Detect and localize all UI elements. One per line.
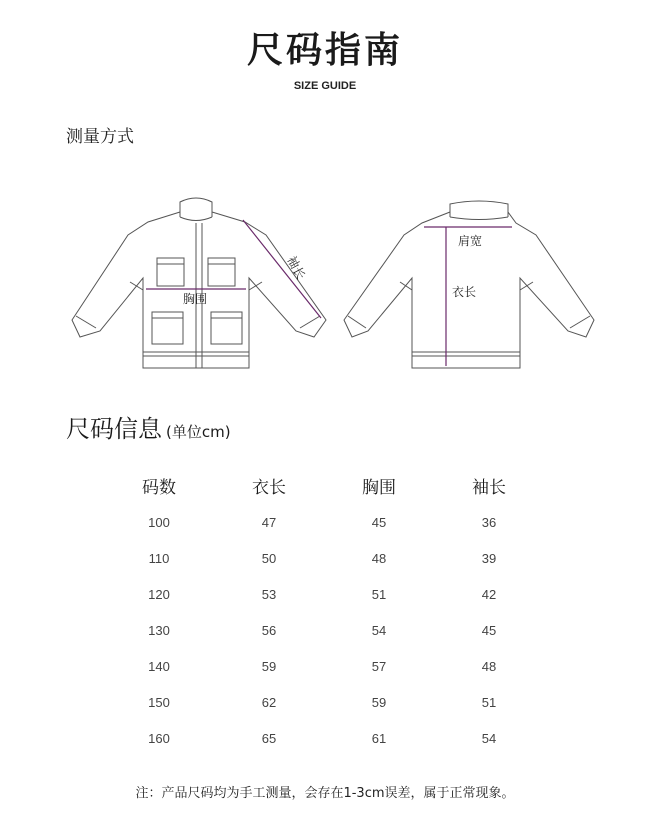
jacket-front-diagram [72,198,326,368]
cell-size: 150 [148,694,170,710]
table-row [104,648,544,684]
cell-chest: 45 [371,514,387,530]
cell-sleeve: 36 [481,514,497,530]
cell-length: 47 [261,514,277,530]
cell-size: 120 [148,586,170,602]
cell-sleeve: 54 [481,730,497,746]
cell-chest: 61 [371,730,387,746]
table-row [104,720,544,756]
size-info-title: 尺码信息 [66,415,162,443]
page-subtitle: SIZE GUIDE [293,80,357,92]
cell-chest: 54 [371,622,387,638]
cell-sleeve: 51 [481,694,497,710]
cell-length: 53 [261,586,277,602]
size-info-heading [66,409,231,444]
cell-sleeve: 48 [481,658,497,674]
header-chest: 胸围 [362,477,396,498]
size-table [104,466,544,756]
header-length: 衣长 [252,477,286,498]
cell-sleeve: 39 [481,550,497,566]
cell-size: 140 [148,658,170,674]
header-size: 码数 [142,477,176,498]
table-row [104,612,544,648]
cell-chest: 59 [371,694,387,710]
header-sleeve: 袖长 [472,477,506,498]
table-row [104,576,544,612]
cell-chest: 51 [371,586,387,602]
cell-sleeve: 42 [481,586,497,602]
table-row [104,540,544,576]
footnote: 注：产品尺码均为手工测量，会存在1-3cm误差，属于正常现象。 [135,786,515,801]
table-row [104,684,544,720]
cell-size: 160 [148,730,170,746]
page-title: 尺码指南 [246,30,403,71]
shoulder-label: 肩宽 [458,234,483,248]
sleeve-label: 袖长 [284,253,308,282]
cell-chest: 48 [371,550,387,566]
cell-sleeve: 45 [481,622,497,638]
cell-chest: 57 [371,658,387,674]
cell-length: 65 [261,730,277,746]
size-info-unit: (单位cm) [166,423,231,441]
cell-length: 62 [261,694,277,710]
chest-label: 胸围 [183,292,208,306]
size-table-header [104,466,544,504]
cell-size: 100 [148,514,170,530]
jacket-diagrams [0,190,650,370]
cell-size: 110 [148,550,170,566]
measure-section-title: 测量方式 [66,127,134,147]
cell-length: 59 [261,658,277,674]
cell-length: 56 [261,622,277,638]
table-row [104,504,544,540]
length-label: 衣长 [452,285,477,299]
cell-size: 130 [148,622,170,638]
cell-length: 50 [261,550,277,566]
